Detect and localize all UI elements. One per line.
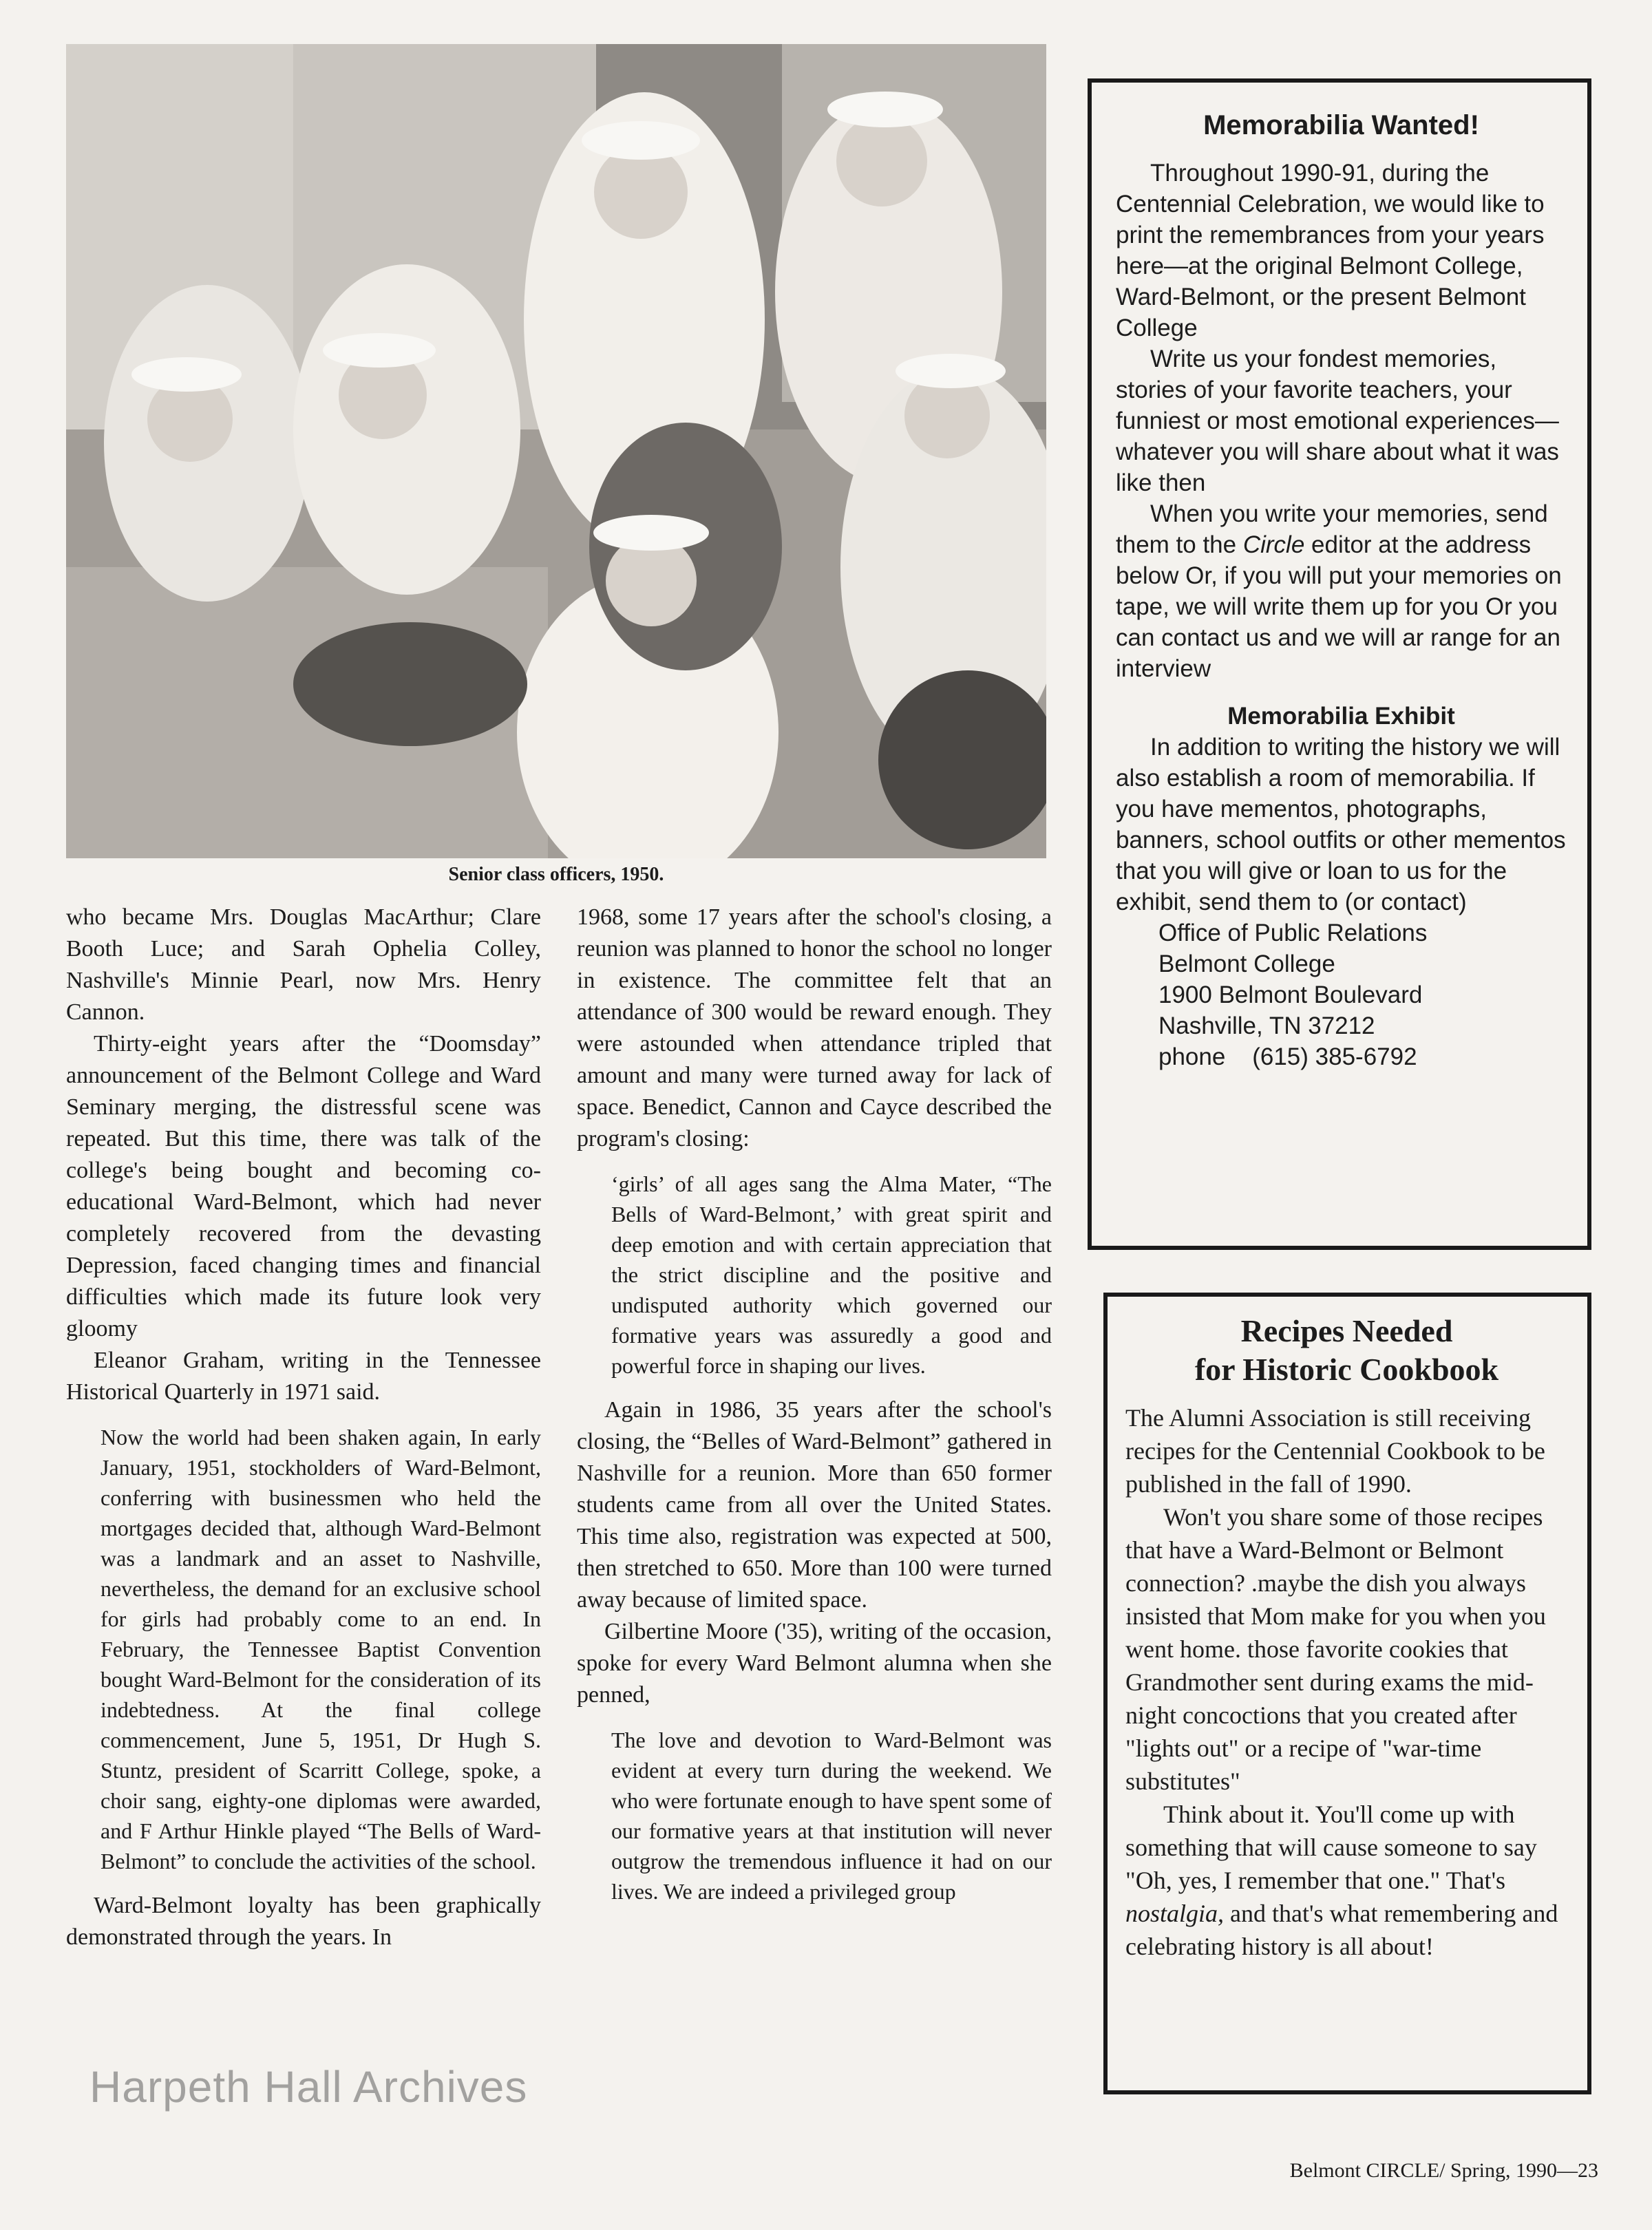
paragraph-text: who became Mrs. Douglas MacArthur; Clare Booth Luce; and Sarah Ophelia Colley, Nashville's Minnie Pearl, now Mrs. Henry Cannon. (66, 904, 541, 1025)
page-footer: Belmont CIRCLE/ Spring, 1990—23 (1289, 2159, 1598, 2182)
article-column-middle (577, 902, 1052, 1920)
address-line: Nashville, TN 37212 (1158, 1012, 1375, 1039)
paragraph-text: Think about it. You'll come up with something that will cause someone to say "Oh, yes, I remember that one." That's (1125, 1801, 1537, 1894)
paragraph: In addition to writing the history we will also establish a room of memorabilia. If you have mementos, photographs, banners, school outfits or other mementos that you will give or loan to us for the exhibit, send them to (or contact) (1116, 734, 1566, 915)
paragraph: Thirty-eight years after the “Doomsday” announcement of the Belmont College and Ward Seminary merging, the distressful scene was repeated. But this time, there was talk of the college's being bought and becoming co-educational Ward-Belmont, which had never completely recovered from the devasting Depression, faced changing times and financial difficulties which made its future look very gloomy (66, 1031, 541, 1341)
paragraph (66, 902, 541, 1028)
paragraph (1125, 1798, 1568, 1963)
paragraph-text: editor at the address below Or, if you will put your memories on tape, we will write them up for you Or you can contact us and we will ar range for an interview (1116, 531, 1562, 682)
archive-watermark: Harpeth Hall Archives (89, 2062, 528, 2112)
italic-text: nostalgia, (1125, 1900, 1225, 1927)
address-line: Belmont College (1158, 951, 1335, 977)
photo-caption: Senior class officers, 1950. (448, 864, 664, 885)
paragraph: Ward-Belmont loyalty has been graphically demonstrated through the years. In (66, 1893, 541, 1950)
block-quote: The love and devotion to Ward-Belmont was evident at every turn during the weekend. We who were fortunate enough to have spent some of our formative years at that institution will never outgrow the tremendous influence it had on our lives. We are indeed a privileged group (611, 1728, 1052, 1904)
address-line: 1900 Belmont Boulevard (1158, 981, 1423, 1008)
recipes-needed-box (1103, 1293, 1591, 2094)
paragraph-text: and that's what remembering and celebrating history is all about! (1125, 1900, 1558, 1960)
paragraph: The Alumni Association is still receiving recipes for the Centennial Cookbook to be published in the fall of 1990. (1125, 1404, 1545, 1498)
paragraph: Again in 1986, 35 years after the school's closing, the “Belles of Ward-Belmont” gathered in Nashville for a reunion. More than 650 former students came from all over the United States. This time also, registration was expected at 500, then stretched to 650. More than 100 were turned away because of limited space. (577, 1397, 1052, 1613)
italic-text: Circle (1242, 531, 1305, 558)
paragraph: Throughout 1990-91, during the Centennial Celebration, we would like to print the remembrances from your years here—at the original Belmont College, Ward-Belmont, or the present Belmont College (1116, 160, 1545, 341)
paragraph: Eleanor Graham, writing in the Tennessee Historical Quarterly in 1971 said. (66, 1348, 541, 1405)
box-title-line: for Historic Cookbook (1194, 1352, 1499, 1387)
paragraph: 1968, some 17 years after the school's closing, a reunion was planned to honor the school no longer in existence. The committee felt that an attendance of 300 would be reward enough. They were astounded when attendance tripled that amount and many were turned away for lack of space. Benedict, Cannon and Cayce described the program's closing: (577, 904, 1052, 1151)
address-line: Office of Public Relations (1158, 920, 1428, 946)
paragraph: Gilbertine Moore ('35), writing of the occasion, spoke for every Ward Belmont alumna when she penned, (577, 1619, 1052, 1708)
block-quote: ‘girls’ of all ages sang the Alma Mater, “The Bells of Ward-Belmont,’ with great spirit and deep emotion and with certain appreciation that the strict discipline and the positive and undisputed authority which governed our formative years was assuredly a good and powerful force in shaping our lives. (611, 1171, 1052, 1378)
photo-senior-class-officers (66, 44, 1046, 858)
paragraph: Won't you share some of those recipes that have a Ward-Belmont or Belmont connection? .maybe the dish you always insisted that Mom make for you when you went home. those favorite cookies that Grandmother sent during exams the mid-night concoctions that you created after "lights out" or a recipe of "war-time substitutes" (1125, 1503, 1546, 1795)
box-title-line: Recipes Needed (1240, 1313, 1453, 1348)
box-subtitle: Memorabilia Exhibit (1227, 703, 1455, 730)
paragraph-text: When you write your memories, send them to the (1116, 500, 1548, 558)
box-title: Memorabilia Wanted! (1203, 110, 1479, 140)
paragraph (1116, 498, 1567, 684)
block-quote: Now the world had been shaken again, In early January, 1951, stockholders of Ward-Belmont, conferring with businessmen who held the mortgages decided that, although Ward-Belmont was a landmark and an asset to Nashville, nevertheless, the demand for an exclusive school for girls had probably come to an end. In February, the Tennessee Baptist Convention bought Ward-Belmont for the consideration of its indebtedness. At the final college commencement, June 5, 1951, Dr Hugh S. Stuntz, president of Scarritt College, spoke, a choir sang, eighty-one diplomas were awarded, and F Arthur Hinkle played “The Bells of Ward-Belmont” to conclude the activities of the school. (100, 1425, 541, 1873)
article-column-left (66, 902, 541, 1953)
memorabilia-wanted-box (1088, 78, 1591, 1250)
box-title (1125, 1312, 1568, 1389)
phone-line: phone (615) 385-6792 (1158, 1043, 1417, 1070)
photo-illustration (66, 44, 1046, 858)
paragraph: Write us your fondest memories, stories of your favorite teachers, your funniest or most emotional experiences—whatever you will share about what it was like then (1116, 346, 1559, 496)
